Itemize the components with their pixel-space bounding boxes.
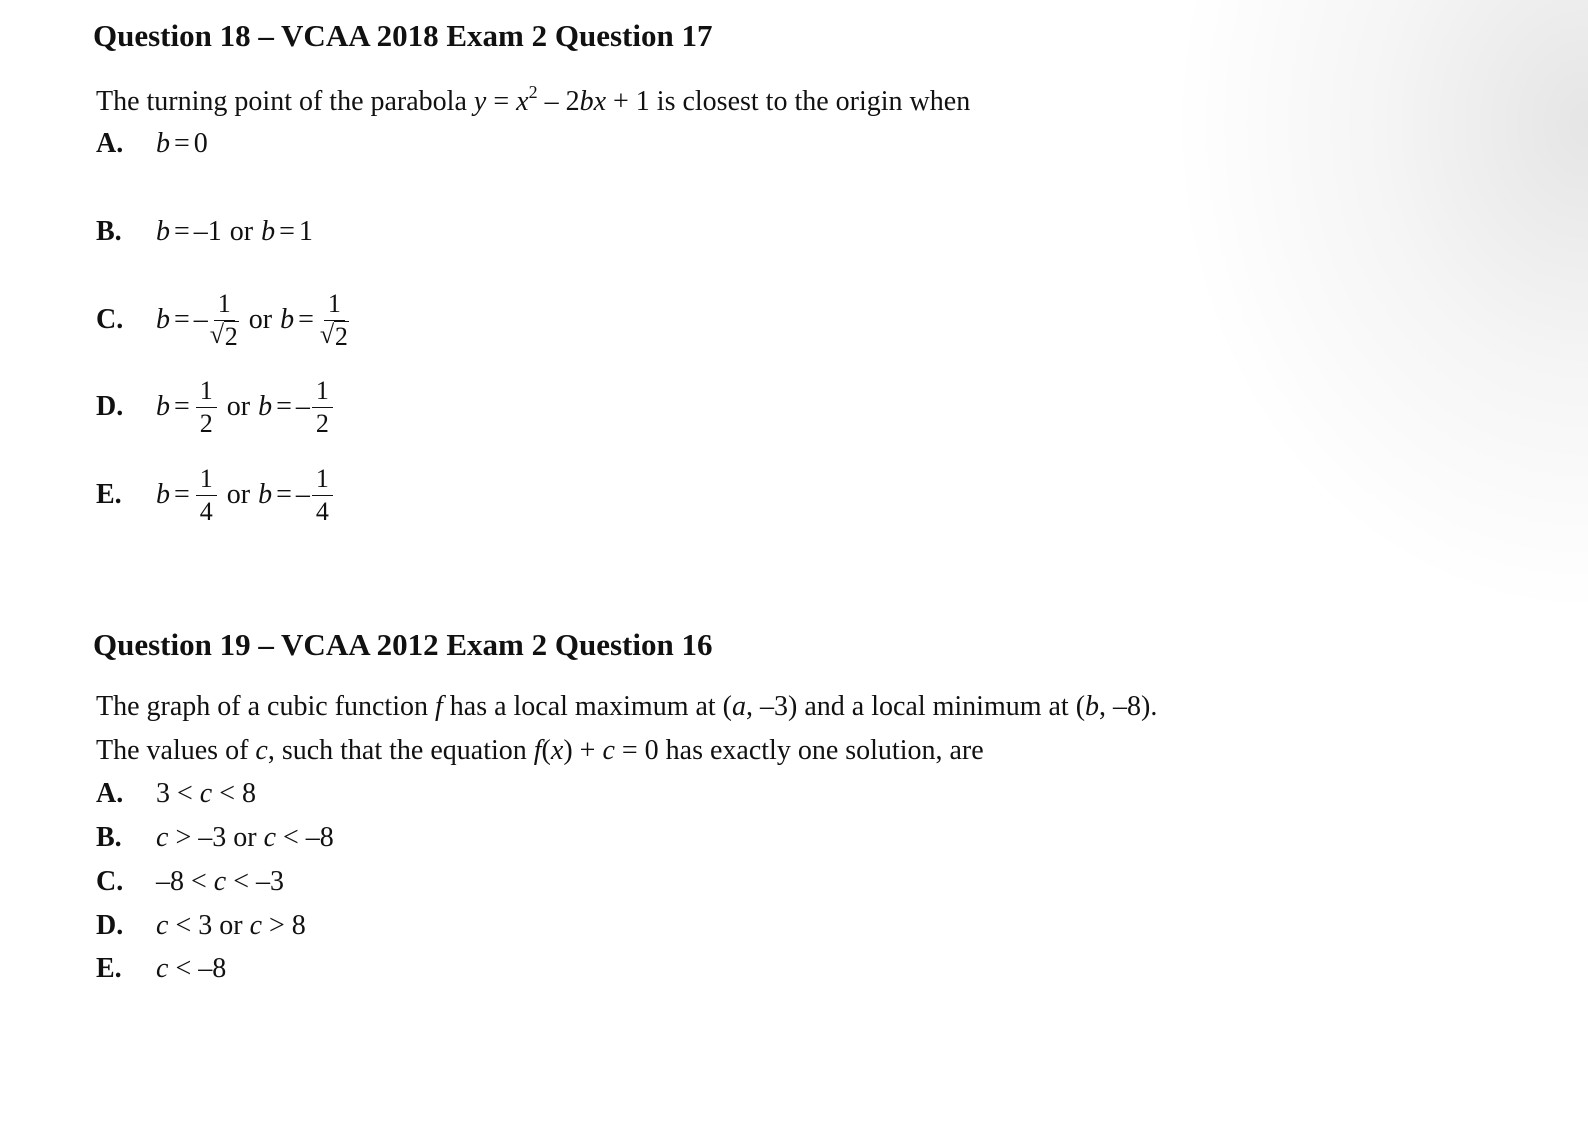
- fraction: $\frac{1}{2}$: [312, 378, 333, 437]
- fraction: $\frac{1}{4}$: [312, 466, 333, 525]
- question-18-stem: The turning point of the parabola $y = x^2 - 2bx + 1$ is closest to the origin when: [96, 82, 971, 117]
- q19-option-e[interactable]: E. c < –8: [96, 953, 227, 984]
- question-19-stem-line2: The values of c, such that the equation f(x) + c = 0 has exactly one solution, are: [96, 735, 984, 766]
- fraction: $\frac{1}{4}$: [196, 466, 217, 525]
- q19-option-c[interactable]: C. –8 < c < –3: [96, 866, 285, 897]
- page-shadow: [1168, 0, 1588, 620]
- question-18-heading: Question 18 – VCAA 2018 Exam 2 Question 17: [93, 18, 713, 53]
- fraction: 1 √ 2: [319, 288, 348, 351]
- q18-option-c[interactable]: C. b = – 1 √ 2 or b = 1 √ 2: [96, 288, 348, 351]
- q19-option-a[interactable]: A. 3 < c < 8: [96, 778, 257, 809]
- q18-option-e[interactable]: E. b = $\frac{1}{4}$ or b = – $\frac{1}{4}$: [96, 455, 335, 535]
- q18-option-d[interactable]: D. b = $\frac{1}{2}$ or b = – $\frac{1}{2}$: [96, 367, 335, 447]
- fraction: 1 √ 2: [209, 288, 238, 351]
- q18-option-a[interactable]: A. b = 0: [96, 128, 208, 159]
- question-19-stem-line1: The graph of a cubic function f has a local maximum at (a, –3) and a local minimum at (b, –8).: [96, 691, 1158, 722]
- q19-option-d[interactable]: D. c < 3 or c > 8: [96, 910, 306, 941]
- fraction: $\frac{1}{2}$: [196, 378, 217, 437]
- q19-option-b[interactable]: B. c > –3 or c < –8: [96, 822, 334, 853]
- question-19-heading: Question 19 – VCAA 2012 Exam 2 Question 16: [93, 627, 713, 662]
- q18-option-b[interactable]: B. b = –1 or b = 1: [96, 216, 313, 247]
